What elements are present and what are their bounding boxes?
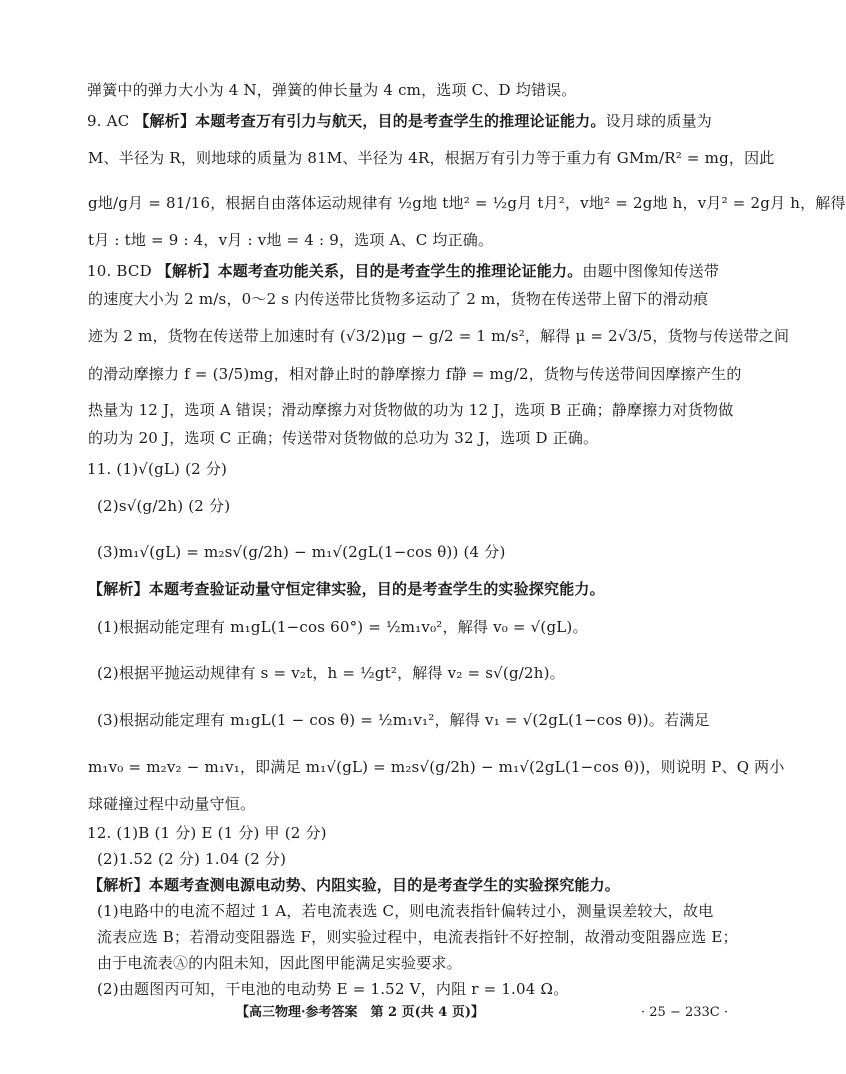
text-line: 9. AC 【解析】本题考查万有引力与航天，目的是考查学生的推理论证能力。设月球的质量为 [87,112,712,130]
text-line: 由于电流表Ⓐ的内阻未知，因此图甲能满足实验要求。 [97,954,462,972]
text-line: 迹为 2 m，货物在传送带上加速时有 (√3/2)μg − g/2 = 1 m/s²，解得 μ = 2√3/5，货物与传送带之间 [88,327,790,345]
text-line: t月 : t地 = 9 : 4，v月 : v地 = 4 : 9，选项 A、C 均正确。 [88,231,494,249]
text-line: M、半径为 R，则地球的质量为 81M、半径为 4R，根据万有引力等于重力有 GMm/R² = mg，因此 [88,149,775,167]
text-line: 球碰撞过程中动量守恒。 [88,795,256,813]
text-line: 的功为 20 J，选项 C 正确；传送带对货物做的总功为 32 J，选项 D 正确。 [88,429,599,447]
text-line: 弹簧中的弹力大小为 4 N，弹簧的伸长量为 4 cm，选项 C、D 均错误。 [87,81,577,99]
text-line: 的速度大小为 2 m/s，0～2 s 内传送带比货物多运动了 2 m，货物在传送带上留下的滑动痕 [88,290,709,308]
page-footer [0,1004,764,1022]
text-line: (3)根据动能定理有 m₁gL(1 − cos θ) = ½m₁v₁²，解得 v₁ = √(2gL(1−cos θ))。若满足 [97,711,710,729]
footer-code: · 25 − 233C · [641,1005,728,1020]
text-line: (2)根据平抛运动规律有 s = v₂t，h = ½gt²，解得 v₂ = s√(g/2h)。 [97,664,565,682]
text-line: 12. (1)B (1 分) E (1 分) 甲 (2 分) [87,824,327,842]
text-line: (3)m₁√(gL) = m₂s√(g/2h) − m₁√(2gL(1−cos θ)) (4 分) [97,543,506,561]
text-line: 流表应选 B；若滑动变阻器选 F，则实验过程中，电流表指针不好控制，故滑动变阻器应选 E； [97,928,738,946]
text-line: 11. (1)√(gL) (2 分) [87,460,228,478]
text-line: 【解析】本题考查验证动量守恒定律实验，目的是考查学生的实验探究能力。 [88,580,605,598]
text-line: (1)根据动能定理有 m₁gL(1−cos 60°) = ½m₁v₀²，解得 v₀ = √(gL)。 [97,618,588,636]
text-line: (2)由题图丙可知，干电池的电动势 E = 1.52 V，内阻 r = 1.04 Ω。 [97,980,569,998]
text-line: g地/g月 = 81/16，根据自由落体运动规律有 ½g地 t地² = ½g月 t月²，v地² = 2g地 h，v月² = 2g月 h，解得 [88,194,846,212]
footer-page-info: 【高三物理·参考答案 第 2 页(共 4 页)】 [236,1005,485,1020]
text-line: (2)s√(g/2h) (2 分) [97,497,231,515]
text-line: 【解析】本题考查测电源电动势、内阻实验，目的是考查学生的实验探究能力。 [88,876,621,894]
text-line: 的滑动摩擦力 f = (3/5)mg，相对静止时的静摩擦力 f静 = mg/2，货物与传送带间因摩擦产生的 [88,365,742,383]
text-line: m₁v₀ = m₂v₂ − m₁v₁，即满足 m₁√(gL) = m₂s√(g/2h) − m₁√(2gL(1−cos θ))，则说明 P、Q 两小 [88,758,785,776]
text-line: (2)1.52 (2 分) 1.04 (2 分) [97,850,287,868]
text-line: 10. BCD 【解析】本题考查功能关系，目的是考查学生的推理论证能力。由题中图像知传送带 [87,262,720,280]
text-line: (1)电路中的电流不超过 1 A，若电流表选 C，则电流表指针偏转过小，测量误差较大，故电 [97,902,714,920]
text-line: 热量为 12 J，选项 A 错误；滑动摩擦力对货物做的功为 12 J，选项 B 正确；静摩擦力对货物做 [88,401,734,419]
